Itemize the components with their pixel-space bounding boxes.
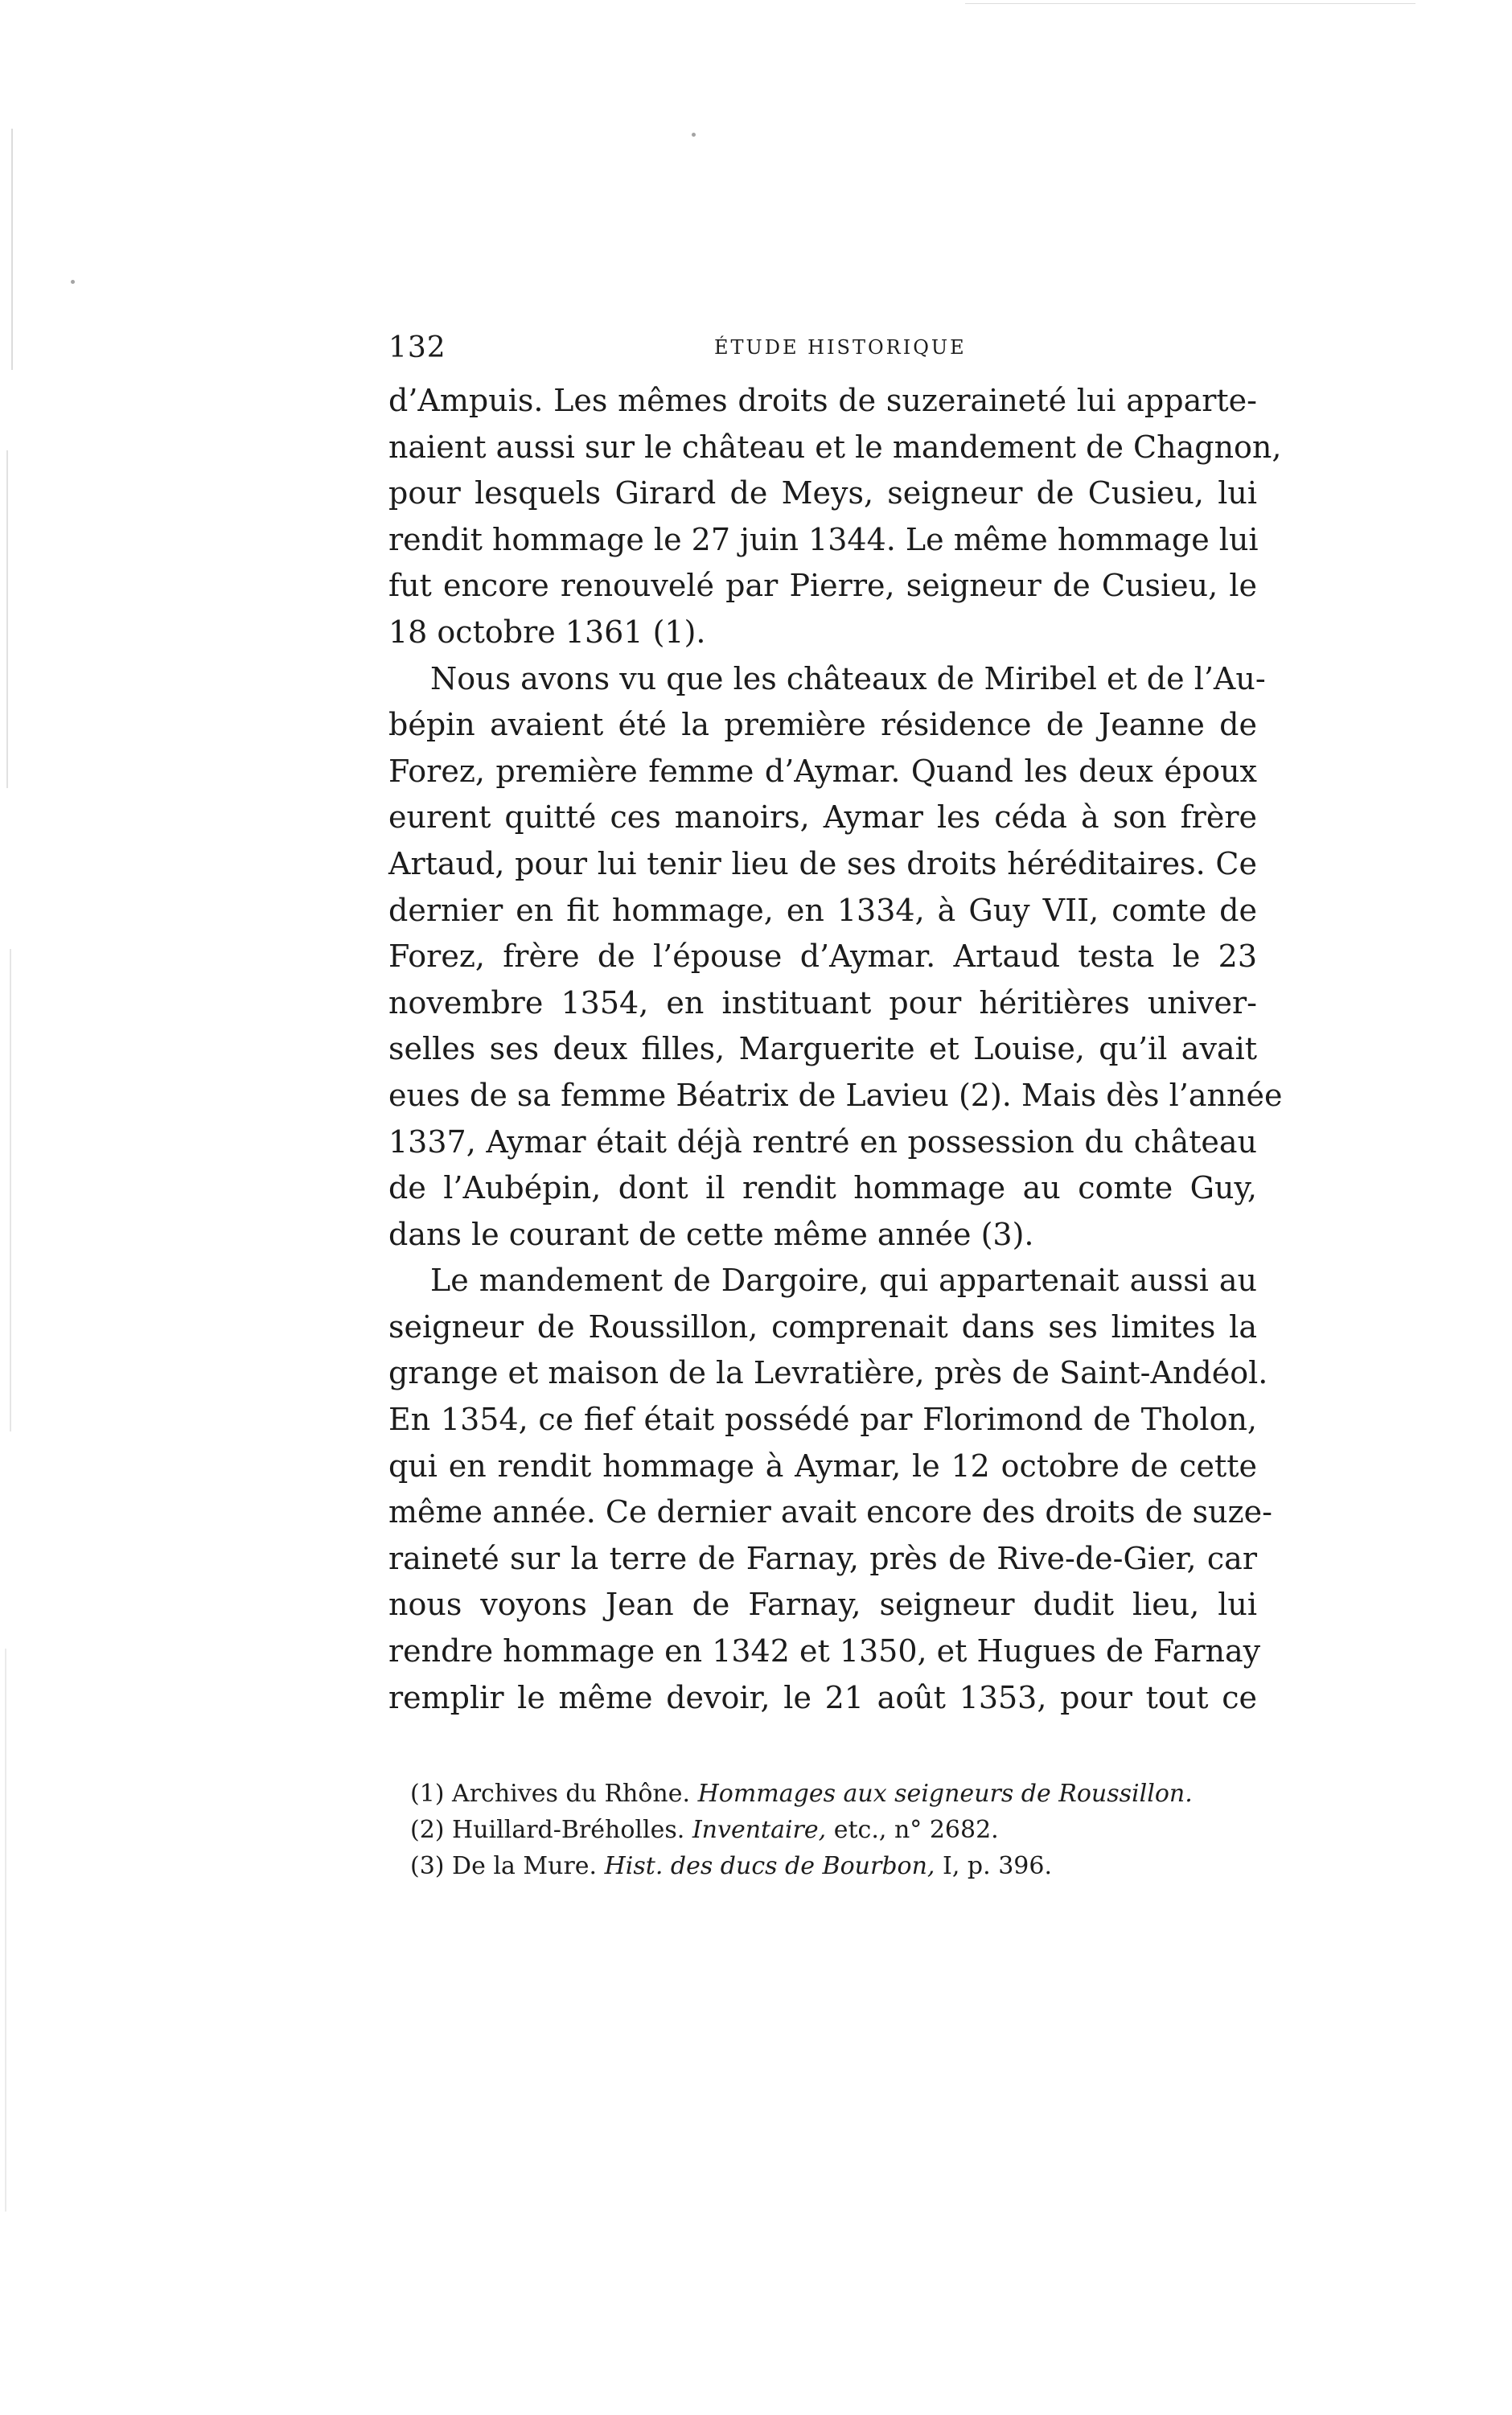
text-line: Le mandement de Dargoire, qui appartenait aussi au [430, 1263, 1257, 1299]
text-line: seigneur de Roussillon, comprenait dans ses limites la [388, 1308, 1257, 1345]
scan-artifact [6, 450, 8, 788]
text-line: bépin avaient été la première résidence de Jeanne de [388, 707, 1257, 743]
footnote-number: (3) [410, 1852, 445, 1880]
text-line: nous voyons Jean de Farnay, seigneur dudit lieu, lui [388, 1587, 1257, 1623]
text-line: eurent quitté ces manoirs, Aymar les céda à son frère [388, 799, 1257, 836]
footnote-italic: Hist. des ducs de Bourbon, [604, 1852, 935, 1880]
footnote-3 [410, 1848, 1231, 1884]
text-line: naient aussi sur le château et le mandement de Chagnon, [388, 429, 1282, 465]
scan-artifact [71, 280, 75, 284]
footnotes [410, 1776, 1231, 1884]
footnote-tail: I, p. 396. [943, 1852, 1052, 1880]
running-header [388, 331, 1259, 370]
text-line: qui en rendit hommage à Aymar, le 12 octobre de cette [388, 1448, 1257, 1484]
text-line: Forez, première femme d’Aymar. Quand les deux époux [388, 753, 1257, 789]
text-line: 18 octobre 1361 (1). [388, 614, 706, 650]
text-line: rendre hommage en 1342 et 1350, et Hugues de Farnay [388, 1633, 1261, 1670]
text-line: grange et maison de la Levratière, près de Saint-Andéol. [388, 1355, 1268, 1391]
scan-artifact [11, 129, 13, 370]
footnote-tail: etc., n° 2682. [833, 1816, 999, 1844]
text-line: Artaud, pour lui tenir lieu de ses droits héréditaires. Ce [388, 845, 1257, 881]
footnote-2 [410, 1812, 1231, 1848]
text-line: novembre 1354, en instituant pour héritières univer- [388, 984, 1257, 1021]
scan-artifact [10, 949, 11, 1431]
text-line: même année. Ce dernier avait encore des droits de suze- [388, 1494, 1272, 1530]
footnote-text: Huillard-Bréholles. [452, 1816, 685, 1844]
scan-artifact [692, 133, 696, 137]
text-line: Nous avons vu que les châteaux de Miribel et de l’Au- [430, 660, 1266, 696]
footnote-italic: Hommages aux seigneurs de Roussillon. [697, 1780, 1193, 1808]
text-line: selles ses deux filles, Marguerite et Louise, qu’il avait [388, 1031, 1257, 1067]
footnote-italic: Inventaire, [692, 1816, 827, 1844]
text-line: Forez, frère de l’épouse d’Aymar. Artaud testa le 23 [388, 938, 1257, 975]
running-title: ÉTUDE HISTORIQUE [714, 336, 967, 359]
page-number: 132 [388, 331, 446, 364]
footnote-text: Archives du Rhône. [452, 1780, 691, 1808]
text-line: pour lesquels Girard de Meys, seigneur de Cusieu, lui [388, 475, 1257, 511]
text-line: En 1354, ce fief était possédé par Florimond de Tholon, [388, 1402, 1257, 1438]
text-line: d’Ampuis. Les mêmes droits de suzeraineté lui apparte- [388, 383, 1257, 418]
text-line: de l’Aubépin, dont il rendit hommage au comte Guy, [388, 1170, 1257, 1206]
body-text [388, 378, 1283, 1721]
text-line: 1337, Aymar était déjà rentré en possession du château [388, 1123, 1257, 1160]
text-line: raineté sur la terre de Farnay, près de Rive-de-Gier, car [388, 1540, 1257, 1576]
scan-artifact [5, 1649, 6, 2212]
footnote-number: (2) [410, 1816, 445, 1844]
text-line: eues de sa femme Béatrix de Lavieu (2). Mais dès l’année [388, 1077, 1283, 1113]
text-line: dernier en fit hommage, en 1334, à Guy VII, comte de [388, 892, 1257, 928]
footnote-1 [410, 1776, 1231, 1812]
text-line: rendit hommage le 27 juin 1344. Le même hommage lui [388, 521, 1259, 557]
text-line: remplir le même devoir, le 21 août 1353, pour tout ce [388, 1679, 1257, 1715]
footnote-number: (1) [410, 1780, 445, 1808]
text-line: fut encore renouvelé par Pierre, seigneur de Cusieu, le [388, 568, 1257, 604]
text-line: dans le courant de cette même année (3). [388, 1216, 1034, 1252]
scan-artifact [965, 3, 1415, 4]
footnote-text: De la Mure. [452, 1852, 598, 1880]
